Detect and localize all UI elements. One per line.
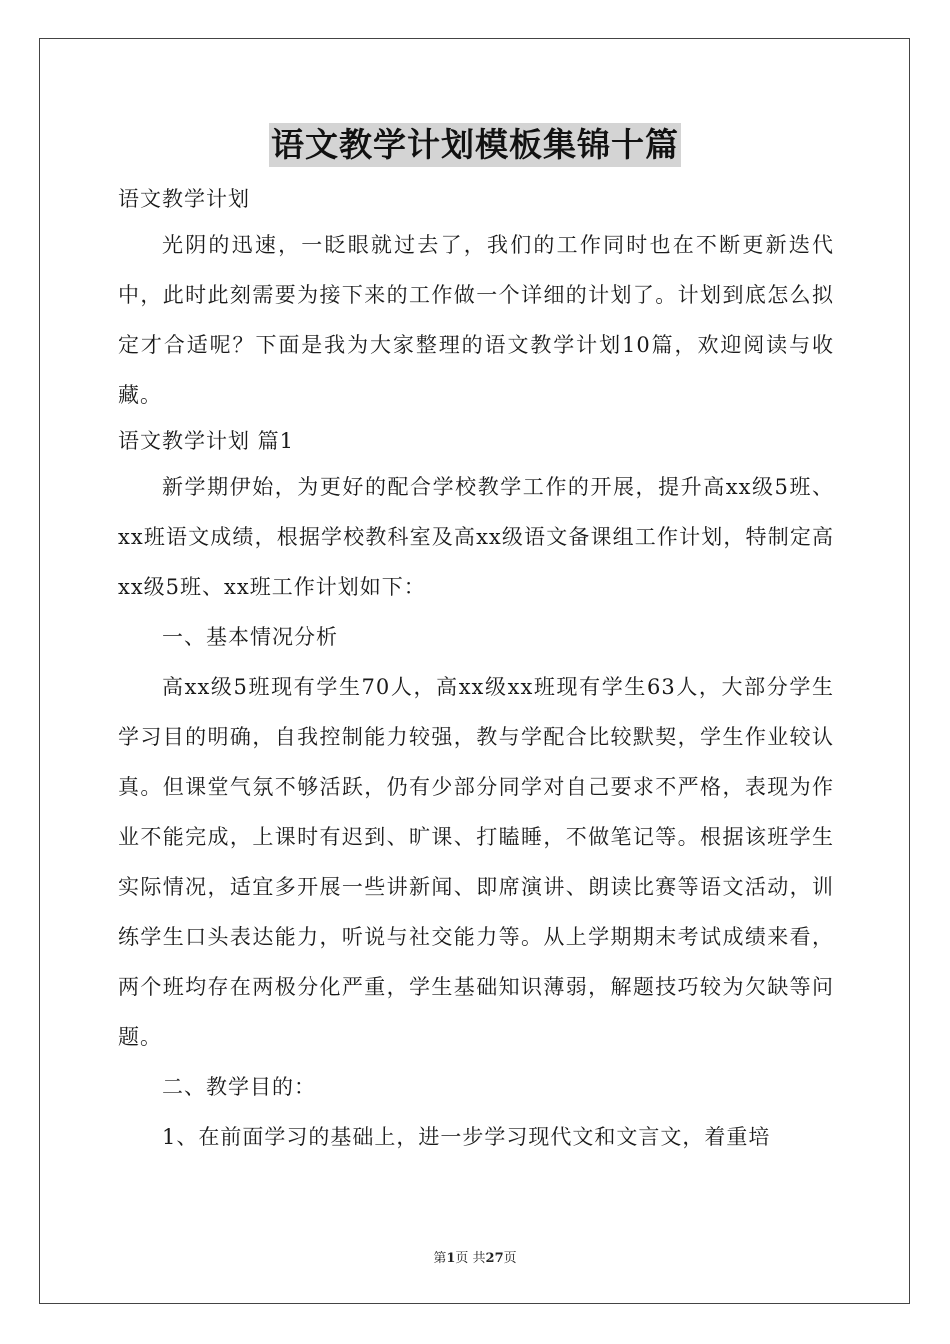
current-page-number: 1 xyxy=(446,1251,456,1266)
body-paragraph: 新学期伊始，为更好的配合学校教学工作的开展，提升高xx级5班、xx班语文成绩，根据学校教科室及高xx级语文备课组工作计划，特制定高xx级5班、xx班工作计划如下： xyxy=(118,475,834,599)
document-body xyxy=(118,178,834,1162)
section-label: 语文教学计划 xyxy=(118,187,250,211)
title-container xyxy=(0,123,950,167)
page-prefix: 第 xyxy=(433,1251,447,1266)
body-paragraph: 1、在前面学习的基础上，进一步学习现代文和文言文，着重培 xyxy=(162,1125,771,1149)
intro-paragraph: 光阴的迅速，一眨眼就过去了，我们的工作同时也在不断更新迭代中，此时此刻需要为接下来的工作做一个详细的计划了。计划到底怎么拟定才合适呢？下面是我为大家整理的语文教学计划10篇，欢迎阅读与收藏。 xyxy=(118,233,834,407)
body-paragraph: 高xx级5班现有学生70人，高xx级xx班现有学生63人，大部分学生学习目的明确，自我控制能力较强，教与学配合比较默契，学生作业较认真。但课堂气氛不够活跃，仍有少部分同学对自己要求不严格，表现为作业不能完成，上课时有迟到、旷课、打瞌睡，不做笔记等。根据该班学生实际情况，适宜多开展一些讲新闻、即席演讲、朗读比赛等语文活动，训练学生口头表达能力，听说与社交能力等。从上学期期末考试成绩来看，两个班均存在两极分化严重，学生基础知识薄弱，解题技巧较为欠缺等问题。 xyxy=(118,675,834,1049)
subheading-basic-analysis: 一、基本情况分析 xyxy=(162,625,338,649)
page-mid-text: 页 共 xyxy=(455,1251,486,1266)
subheading-teaching-goals: 二、教学目的： xyxy=(162,1075,316,1099)
part-heading: 语文教学计划 篇1 xyxy=(118,429,295,453)
page-footer xyxy=(0,1247,950,1266)
document-title: 语文教学计划模板集锦十篇 xyxy=(269,123,681,167)
page-suffix: 页 xyxy=(503,1251,517,1266)
total-page-number: 27 xyxy=(485,1251,504,1266)
